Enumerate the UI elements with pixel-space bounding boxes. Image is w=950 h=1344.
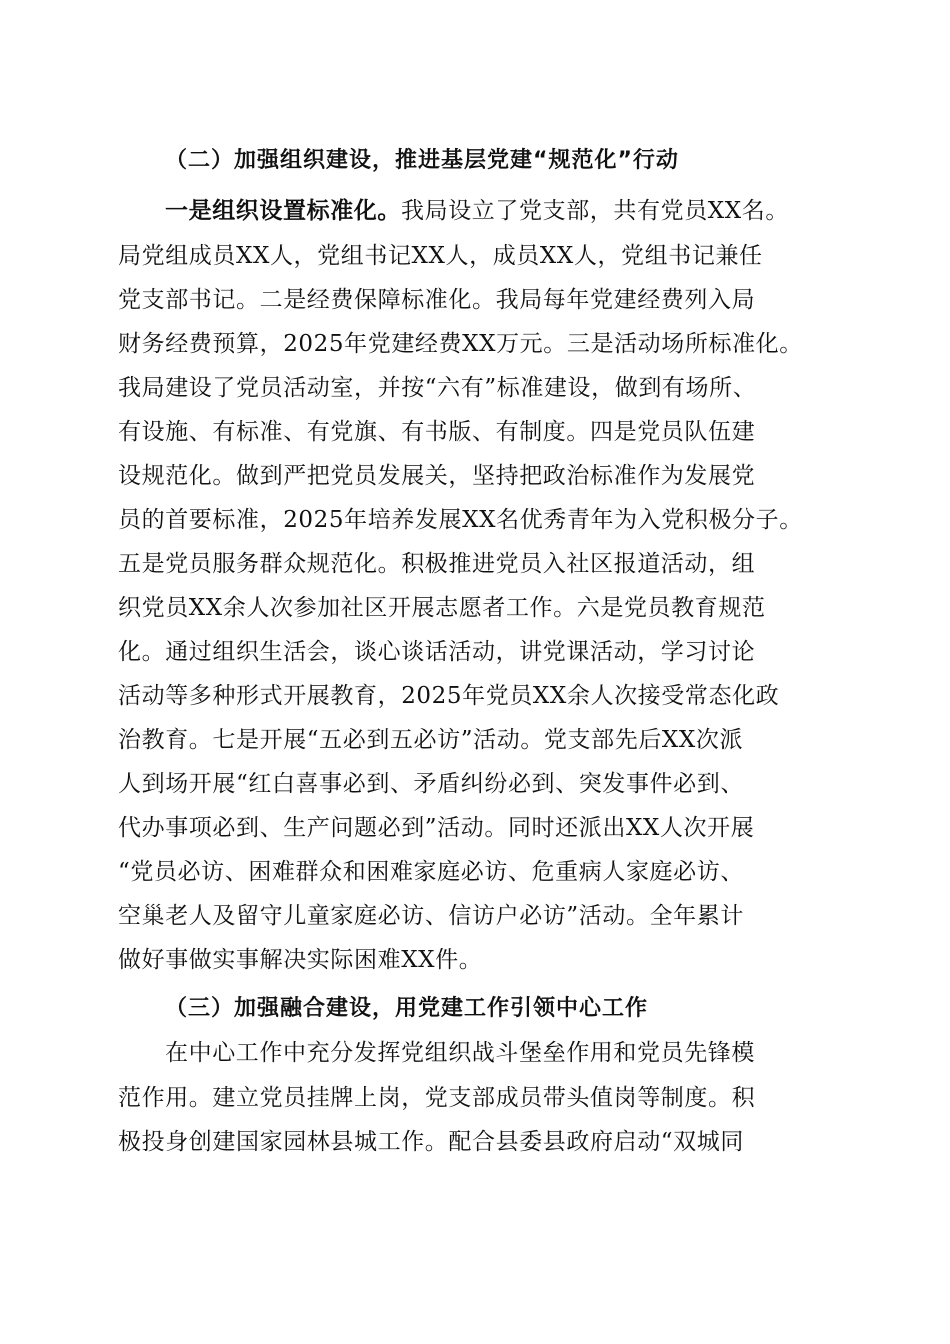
paragraph-line — [165, 196, 881, 226]
paragraph-line: 我局建设了党员活动室，并按“六有”标准建设，做到有场所、 — [118, 375, 757, 401]
section-heading-2: （二）加强组织建设，推进基层党建“规范化”行动 — [165, 148, 679, 173]
paragraph-line: “党员必访、困难群众和困难家庭必访、危重病人家庭必访、 — [118, 859, 744, 885]
paragraph-line: 五是党员服务群众规范化。积极推进党员入社区报道活动，组 — [118, 551, 756, 577]
paragraph-line: 治教育。七是开展“五必到五必访”活动。党支部先后XX次派 — [118, 727, 744, 753]
paragraph-line: 设规范化。做到严把党员发展关，坚持把政治标准作为发展党 — [118, 463, 756, 489]
paragraph-line: 极投身创建国家园林县城工作。配合县委县政府启动“双城同 — [118, 1129, 744, 1155]
paragraph-line: 党支部书记。二是经费保障标准化。我局每年党建经费列入局 — [118, 287, 756, 313]
line-text: 我局设立了党支部，共有党员XX名。 — [401, 198, 789, 224]
paragraph-line: 局党组成员XX人，党组书记XX人，成员XX人，党组书记兼任 — [118, 243, 763, 269]
paragraph-line: 范作用。建立党员挂牌上岗，党支部成员带头值岗等制度。积 — [118, 1085, 756, 1111]
paragraph-line: 做好事做实事解决实际困难XX件。 — [118, 947, 483, 973]
paragraph-line: 织党员XX余人次参加社区开展志愿者工作。六是党员教育规范 — [118, 595, 766, 621]
paragraph-line: 财务经费预算，2025年党建经费XX万元。三是活动场所标准化。 — [118, 331, 803, 357]
section-heading-3: （三）加强融合建设，用党建工作引领中心工作 — [165, 996, 649, 1021]
paragraph-line: 代办事项必到、生产问题必到”活动。同时还派出XX人次开展 — [118, 815, 755, 841]
paragraph-line: 人到场开展“红白喜事必到、矛盾纠纷必到、突发事件必到、 — [118, 771, 744, 797]
lead-phrase: 一是组织设置标准化。 — [165, 197, 401, 224]
paragraph-line: 员的首要标准，2025年培养发展XX名优秀青年为入党积极分子。 — [118, 507, 803, 533]
paragraph-line: 化。通过组织生活会，谈心谈话活动，讲党课活动，学习讨论 — [118, 639, 756, 665]
paragraph-line: 空巢老人及留守儿童家庭必访、信访户必访”活动。全年累计 — [118, 903, 744, 929]
paragraph-line: 有设施、有标准、有党旗、有书版、有制度。四是党员队伍建 — [118, 419, 756, 445]
paragraph-line: 在中心工作中充分发挥党组织战斗堡垒作用和党员先锋模 — [165, 1040, 755, 1066]
paragraph-line: 活动等多种形式开展教育，2025年党员XX余人次接受常态化政 — [118, 683, 780, 709]
